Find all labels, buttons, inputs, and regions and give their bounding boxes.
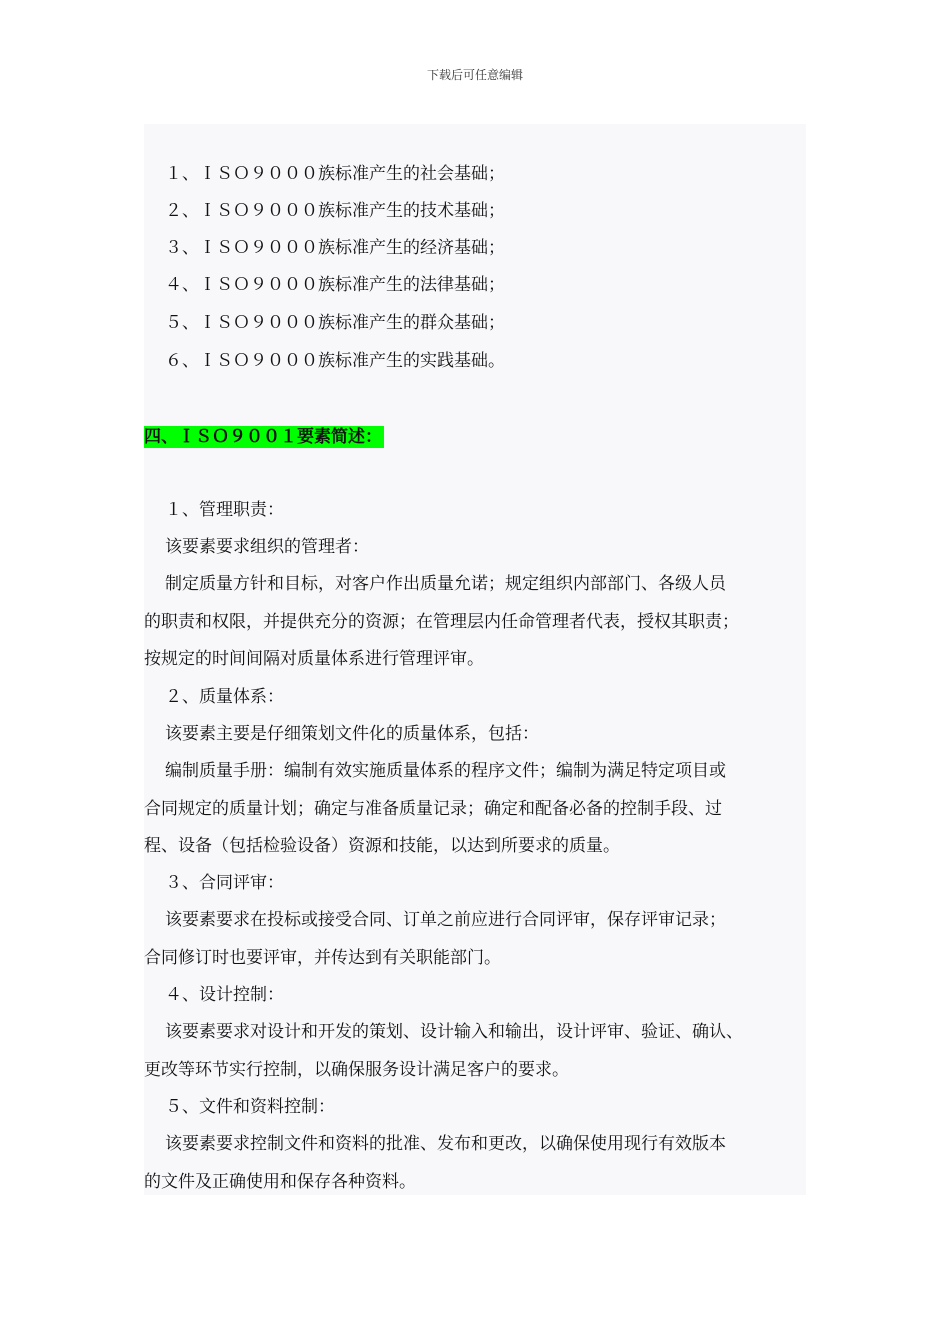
- element-title-document-control: ５、文件和资料控制：: [165, 1097, 335, 1117]
- paragraph-line: 编制质量手册：编制有效实施质量体系的程序文件；编制为满足特定项目或: [165, 761, 726, 781]
- paragraph-line: 合同规定的质量计划；确定与准备质量记录；确定和配备必备的控制手段、过: [144, 799, 722, 819]
- paragraph-line: 制定质量方针和目标，对客户作出质量允诺；规定组织内部部门、各级人员: [165, 574, 726, 594]
- basis-list-item: ３、ＩＳＯ９０００族标准产生的经济基础；: [165, 238, 505, 258]
- paragraph-line: 按规定的时间间隔对质量体系进行管理评审。: [144, 649, 484, 669]
- paragraph-line: 的职责和权限，并提供充分的资源；在管理层内任命管理者代表，授权其职责；: [144, 612, 739, 632]
- paragraph-line: 该要素要求控制文件和资料的批准、发布和更改，以确保使用现行有效版本: [165, 1134, 726, 1154]
- element-title-design-control: ４、设计控制：: [165, 985, 284, 1005]
- basis-list-item: ４、ＩＳＯ９０００族标准产生的法律基础；: [165, 275, 505, 295]
- element-title-quality-system: ２、质量体系：: [165, 687, 284, 707]
- basis-list-item: ５、ＩＳＯ９０００族标准产生的群众基础；: [165, 313, 505, 333]
- paragraph-line: 该要素要求对设计和开发的策划、设计输入和输出，设计评审、验证、确认、: [165, 1022, 743, 1042]
- basis-list-item: １、ＩＳＯ９０００族标准产生的社会基础；: [165, 164, 505, 184]
- basis-list-item: ６、ＩＳＯ９０００族标准产生的实践基础。: [165, 351, 505, 371]
- header-note: 下载后可任意编辑: [426, 68, 523, 82]
- element-title-contract-review: ３、合同评审：: [165, 873, 284, 893]
- section-heading: 四、ＩＳＯ９００１要素简述：: [144, 427, 382, 447]
- element-title-management: １、管理职责：: [165, 500, 284, 520]
- paragraph-line: 该要素要求在投标或接受合同、订单之前应进行合同评审，保存评审记录；: [165, 910, 726, 930]
- basis-list-item: ２、ＩＳＯ９０００族标准产生的技术基础；: [165, 201, 505, 221]
- paragraph-line: 更改等环节实行控制，以确保服务设计满足客户的要求。: [144, 1060, 569, 1080]
- paragraph-line: 该要素要求组织的管理者：: [165, 537, 369, 557]
- paragraph-line: 合同修订时也要评审，并传达到有关职能部门。: [144, 948, 501, 968]
- paragraph-line: 该要素主要是仔细策划文件化的质量体系，包括：: [165, 724, 539, 744]
- paragraph-line: 程、设备（包括检验设备）资源和技能，以达到所要求的质量。: [144, 836, 620, 856]
- paragraph-line: 的文件及正确使用和保存各种资料。: [144, 1172, 416, 1192]
